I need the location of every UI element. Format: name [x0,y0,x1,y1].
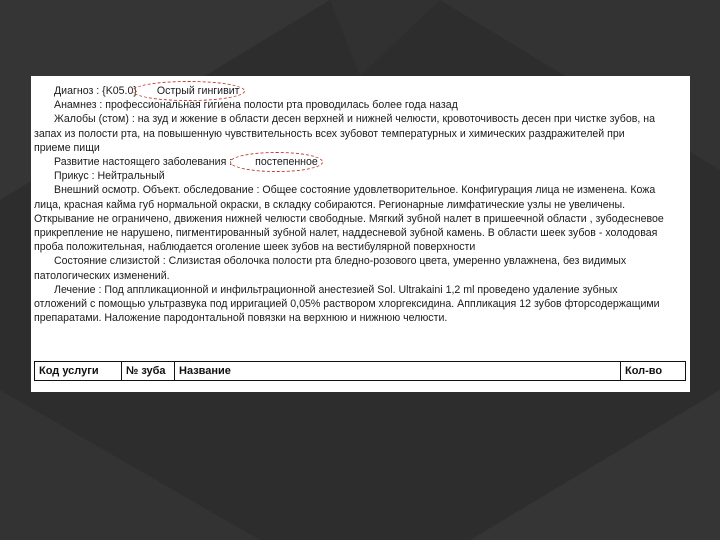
development-value: постепенное [235,155,318,169]
exam-paragraph: Внешний осмотр. Объект. обследование : Общее состояние удовлетворительное. Конфигурация лица не изменена. Кожа лица, красная кайма губ нормальной окраски, в складку собираются. Регионарные лимфатические узлы не увеличены. Открывание не ограничено, движения нижней челюсти свободные. Мягкий зубной налет в пришеечной области , зубодесневое прикрепление не нарушено, пигментированный зубной налет, наддесневой зубной камень. В области шеек зубов - холодовая проба положительная, наблюдается оголение шеек зубов на вестибулярной поверхности [34,184,664,254]
mucosa-paragraph: Состояние слизистой : Слизистая оболочка полости рта бледно-розового цвета, умеренно увлажнена, без видимых патологических изменений. [34,255,627,282]
services-table [34,361,686,381]
table-header-row [35,362,686,381]
complaints-paragraph: Жалобы (стом) : на зуд и жжение в области десен верхней и нижней челюсти, кровоточивость десен при чистке зубов, на запах из полости рта, на повышенную чувствительность всех зубовот температурных и химических раздражителей при приеме пищи [34,113,655,154]
document-sheet [31,76,690,392]
header-quantity: Кол-во [621,362,686,381]
diagnosis-value: Острый гингивит [137,84,240,98]
anamnesis-line: Анамнез : профессиональная гигиена полости рта проводилась более года назад [54,99,458,112]
bite-line: Прикус : Нейтральный [54,170,165,183]
development-label: Развитие настоящего заболевания : [54,156,233,169]
treatment-paragraph: Лечение : Под аппликационной и инфильтрационной анестезией Sol. Ultrakaini 1,2 ml проведено удаление зубных отложений с помощью ультразвука под ирригацией 0,05% раствором хлоргексидина. Аппликация 12 зубов фтoрсодержащими препаратами. Наложение пародонтальной повязки на верхнюю и нижнюю челюсти. [34,283,660,325]
medical-record [31,84,690,325]
header-tooth-number: № зуба [122,362,175,381]
header-service-code: Код услуги [35,362,122,381]
header-name: Название [175,362,621,381]
diagnosis-label: Диагноз : {K05.0} [54,85,137,97]
development-line [31,155,690,169]
diagnosis-line [31,84,690,98]
